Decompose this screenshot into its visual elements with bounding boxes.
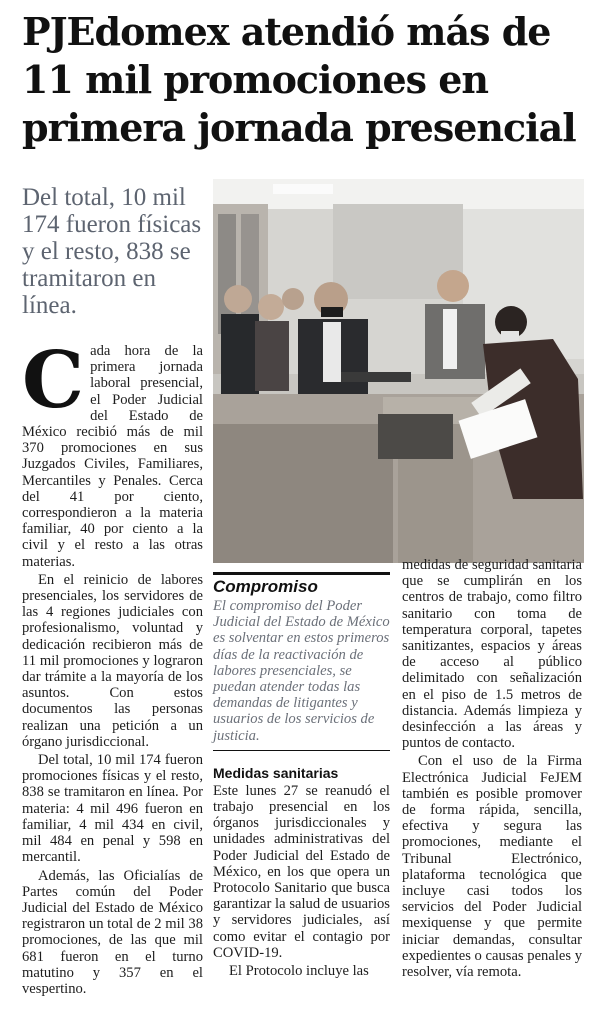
subhead: Del total, 10 mil 174 fueron físicas y el resto, 838 se tramitaron en línea. — [22, 184, 202, 319]
article-column-3 — [402, 557, 582, 982]
paragraph-3: Del total, 10 mil 174 fueron promociones físicas y el resto, 838 se tramitaron en línea. Por materia: 4 mil 496 fueron en familiar, 4 mil 434 en civil, mil 484 en penal y 598 en mercantil. — [22, 752, 203, 866]
headline: PJEdomex atendió más de 11 mil promociones en primera jornada presencial — [22, 9, 576, 150]
drop-cap: C — [22, 335, 85, 426]
section-title: Medidas sanitarias — [213, 764, 339, 781]
news-photo — [213, 179, 584, 563]
paragraph-1-text: ada hora de la primera jornada laboral presencial, el Poder Judicial del Estado de México recibió más de mil 370 promociones en sus Juzgados Civiles, Familiares, Mercantiles y Penales. Cerca del 41 por ciento, correspondieron a la materia familiar, 40 por ciento a la civil y el resto a las otras materias. — [22, 343, 203, 570]
paragraph-2: En el reinicio de labores presenciales, los servidores de las 4 regiones judiciales con profesionalismo, voluntad y dedicación recibieron más de 11 mil promociones y lograron dar trámite a la mayoría de los asuntos. Con estos documentos las personas realizan una petición a un órgano jurisdiccional. — [22, 571, 203, 750]
article-column-2 — [213, 572, 390, 981]
paragraph-4: Además, las Oficialías de Partes común del Poder Judicial del Estado de México registraron un total de 2 mil 38 promociones, de las que mil 681 fueron en el turno matutino y 357 en el vespertino. — [22, 867, 203, 997]
paragraph-1 — [22, 335, 203, 570]
sidebar-box-title: Compromiso — [213, 572, 390, 597]
sidebar-box-text: El compromiso del Poder Judicial del Estado de México es solventar en estos primeros días de la reactivación de labores presenciales, se puedan atender todas las demandas de litigantes y usuarios de los servicios de justicia. — [213, 598, 390, 751]
paragraph-6-cont: medidas de seguridad sanitaria que se cumplirán en los centros de trabajo, como filtro sanitario con toma de temperatura corporal, tapetes sanitizantes, espacios y áreas de acceso al público delimitado con señalización en el piso de 1.5 metros de distancia. Además limpieza y desinfección a las áreas y puntos de contacto. — [402, 557, 582, 752]
paragraph-7: Con el uso de la Firma Electrónica Judicial FeJEM también es posible promover de forma rápida, sencilla, efectiva y segura las promociones, mediante el Tribunal Electrónico, plataforma tecnológica que incluye casi todos los servicios del Poder Judicial mexiquense y que permite iniciar demandas, consultar expedientes o causas penales y resolver, vía remota. — [402, 753, 582, 981]
paragraph-6-start: El Protocolo incluye las — [229, 963, 369, 980]
article-column-1 — [22, 335, 203, 999]
paragraph-5: Este lunes 27 se reanudó el trabajo presencial en los órganos jurisdiccionales y unidades administrativas del Poder Judicial del Estado de México, en los que opera un Protocolo Sanitario que busca garantizar la salud de usuarios y servidores judiciales, así como evitar el contagio por COVID-19. — [213, 782, 390, 961]
